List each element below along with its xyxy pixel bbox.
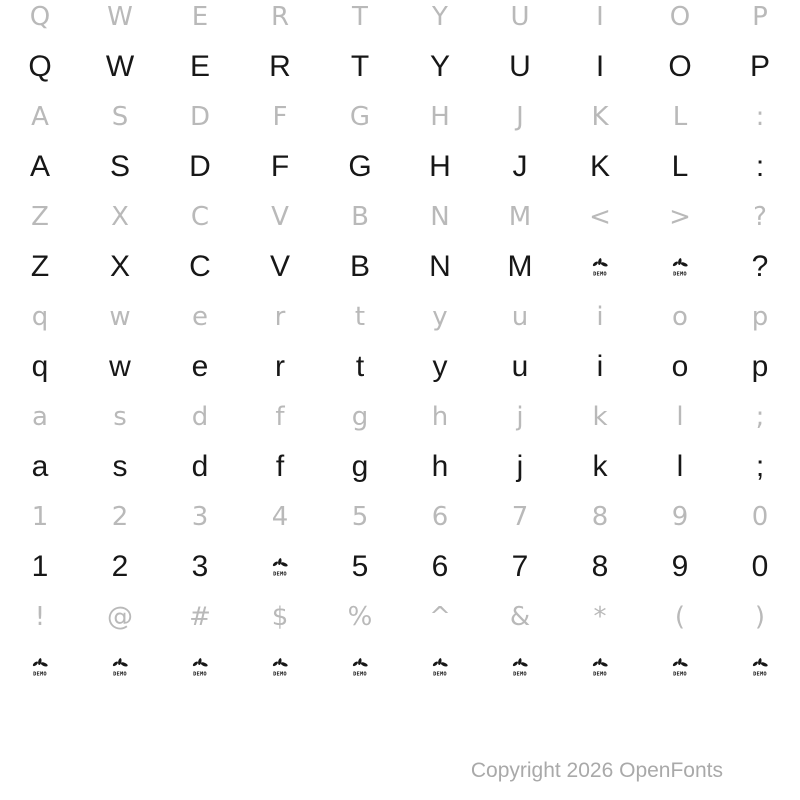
glyph-cell: 0: [751, 550, 769, 583]
glyph-cell: l: [676, 450, 684, 483]
glyph-cell: G: [349, 102, 371, 132]
glyph-cell: h: [431, 402, 449, 432]
glyph-cell: a: [31, 450, 49, 483]
glyph-cell: y: [432, 350, 448, 383]
glyph-row-reference: [0, 192, 800, 242]
glyph-cell: E: [189, 50, 210, 83]
glyph-row-reference: [0, 392, 800, 442]
demo-petals-icon: [749, 657, 771, 677]
demo-label: DEMO: [33, 671, 47, 677]
glyph-cell: !: [34, 602, 46, 632]
demo-placeholder: [749, 657, 771, 677]
glyph-cell: q: [31, 350, 49, 383]
glyph-cell: ^: [429, 602, 451, 632]
glyph-cell: B: [349, 250, 370, 283]
glyph-cell: S: [111, 102, 129, 132]
glyph-cell: 3: [191, 550, 209, 583]
demo-label: DEMO: [753, 671, 767, 677]
glyph-row-specimen: [0, 242, 800, 292]
glyph-cell: 7: [511, 502, 529, 532]
glyph-cell: P: [749, 50, 770, 83]
demo-petals-icon: [109, 657, 131, 677]
demo-petals-icon: [269, 557, 291, 577]
demo-petals-icon: [429, 657, 451, 677]
glyph-cell: e: [192, 302, 208, 332]
glyph-cell: X: [111, 202, 129, 232]
glyph-cell: O: [668, 50, 692, 83]
glyph-cell: i: [596, 302, 604, 332]
glyph-cell: j: [516, 450, 524, 483]
glyph-cell: T: [352, 2, 368, 32]
glyph-cell: K: [591, 102, 609, 132]
glyph-cell: #: [189, 602, 211, 632]
demo-label: DEMO: [673, 671, 687, 677]
glyph-cell: d: [191, 450, 209, 483]
demo-label: DEMO: [273, 671, 287, 677]
glyph-cell: E: [191, 2, 209, 32]
glyph-cell: w: [109, 302, 131, 332]
glyph-cell: N: [429, 250, 451, 283]
glyph-cell: w: [109, 350, 131, 383]
glyph-cell: 8: [591, 502, 609, 532]
glyph-cell: j: [516, 402, 524, 432]
glyph-cell: o: [671, 350, 689, 383]
demo-label: DEMO: [593, 671, 607, 677]
glyph-cell: M: [507, 250, 533, 283]
glyph-cell: 9: [671, 550, 689, 583]
glyph-cell: f: [275, 450, 285, 483]
demo-placeholder: [109, 657, 131, 677]
glyph-row-reference: [0, 492, 800, 542]
glyph-cell: ?: [753, 202, 767, 232]
glyph-cell: ;: [755, 450, 765, 483]
glyph-cell: ): [754, 602, 766, 632]
glyph-cell: s: [113, 402, 127, 432]
glyph-row-specimen: [0, 642, 800, 692]
demo-label: DEMO: [513, 671, 527, 677]
glyph-cell: J: [516, 102, 524, 132]
glyph-cell: 5: [351, 502, 369, 532]
glyph-cell: [189, 657, 211, 677]
glyph-cell: [109, 657, 131, 677]
glyph-cell: e: [191, 350, 209, 383]
glyph-cell: L: [671, 150, 689, 183]
glyph-cell: I: [595, 50, 605, 83]
glyph-cell: U: [510, 2, 530, 32]
glyph-cell: [269, 557, 291, 577]
glyph-cell: S: [109, 150, 130, 183]
glyph-cell: A: [29, 150, 50, 183]
glyph-cell: [429, 657, 451, 677]
demo-placeholder: [269, 557, 291, 577]
glyph-cell: 2: [111, 550, 129, 583]
glyph-cell: W: [107, 2, 133, 32]
glyph-cell: L: [672, 102, 688, 132]
glyph-cell: [269, 657, 291, 677]
glyph-cell: [509, 657, 531, 677]
glyph-cell: 2: [111, 502, 129, 532]
glyph-cell: @: [107, 602, 133, 632]
glyph-cell: h: [431, 450, 449, 483]
glyph-cell: d: [191, 402, 209, 432]
glyph-cell: i: [596, 350, 604, 383]
glyph-cell: 7: [511, 550, 529, 583]
demo-label: DEMO: [113, 671, 127, 677]
demo-placeholder: [29, 657, 51, 677]
demo-petals-icon: [589, 657, 611, 677]
glyph-cell: Q: [29, 2, 51, 32]
glyph-cell: 1: [31, 550, 49, 583]
glyph-cell: A: [31, 102, 49, 132]
glyph-row-specimen: [0, 342, 800, 392]
glyph-cell: [589, 657, 611, 677]
glyph-cell: R: [269, 50, 291, 83]
demo-label: DEMO: [353, 671, 367, 677]
glyph-cell: 6: [431, 502, 449, 532]
glyph-cell: 3: [191, 502, 209, 532]
glyph-cell: :: [755, 102, 765, 132]
demo-label: DEMO: [673, 271, 687, 277]
glyph-cell: D: [189, 150, 211, 183]
glyph-cell: B: [351, 202, 369, 232]
glyph-cell: 8: [591, 550, 609, 583]
glyph-cell: D: [189, 102, 211, 132]
glyph-cell: N: [430, 202, 450, 232]
glyph-cell: ;: [755, 402, 765, 432]
demo-petals-icon: [669, 257, 691, 277]
glyph-cell: Z: [30, 250, 50, 283]
glyph-cell: 4: [271, 502, 289, 532]
glyph-cell: I: [596, 2, 604, 32]
demo-placeholder: [349, 657, 371, 677]
demo-label: DEMO: [273, 571, 287, 577]
glyph-cell: [589, 257, 611, 277]
glyph-cell: p: [751, 302, 769, 332]
glyph-cell: 9: [671, 502, 689, 532]
demo-petals-icon: [269, 657, 291, 677]
glyph-cell: W: [105, 50, 135, 83]
demo-label: DEMO: [593, 271, 607, 277]
glyph-row-specimen: [0, 542, 800, 592]
glyph-cell: g: [351, 450, 369, 483]
glyph-cell: l: [676, 402, 684, 432]
glyph-row-specimen: [0, 142, 800, 192]
glyph-cell: f: [275, 402, 285, 432]
glyph-cell: P: [752, 2, 768, 32]
demo-placeholder: [189, 657, 211, 677]
glyph-cell: Z: [31, 202, 49, 232]
glyph-cell: V: [271, 202, 289, 232]
glyph-cell: a: [32, 402, 48, 432]
glyph-cell: Y: [429, 50, 450, 83]
glyph-cell: t: [355, 350, 365, 383]
glyph-cell: [669, 257, 691, 277]
glyph-row-reference: [0, 592, 800, 642]
glyph-cell: K: [589, 150, 610, 183]
glyph-cell: >: [669, 202, 691, 232]
glyph-cell: V: [269, 250, 290, 283]
demo-petals-icon: [509, 657, 531, 677]
glyph-cell: k: [592, 402, 608, 432]
demo-petals-icon: [589, 257, 611, 277]
glyph-cell: M: [508, 202, 532, 232]
glyph-cell: R: [270, 2, 290, 32]
glyph-cell: r: [274, 302, 286, 332]
glyph-cell: F: [270, 150, 290, 183]
glyph-cell: u: [511, 302, 529, 332]
glyph-cell: H: [430, 102, 450, 132]
glyph-cell: O: [669, 2, 691, 32]
glyph-cell: X: [109, 250, 130, 283]
glyph-cell: t: [354, 302, 366, 332]
glyph-row-reference: [0, 92, 800, 142]
glyph-cell: %: [347, 602, 373, 632]
glyph-cell: g: [351, 402, 369, 432]
glyph-cell: U: [509, 50, 531, 83]
glyph-cell: ?: [751, 250, 769, 283]
demo-placeholder: [669, 257, 691, 277]
glyph-row-reference: [0, 292, 800, 342]
demo-placeholder: [669, 657, 691, 677]
demo-placeholder: [269, 657, 291, 677]
demo-label: DEMO: [193, 671, 207, 677]
glyph-cell: p: [751, 350, 769, 383]
glyph-cell: T: [350, 50, 370, 83]
glyph-cell: (: [674, 602, 686, 632]
glyph-row-reference: [0, 0, 800, 42]
glyph-cell: q: [31, 302, 49, 332]
glyph-cell: :: [755, 150, 765, 183]
glyph-cell: o: [672, 302, 688, 332]
glyph-cell: J: [512, 150, 528, 183]
glyph-row-specimen: [0, 442, 800, 492]
glyph-cell: Y: [432, 2, 448, 32]
demo-petals-icon: [29, 657, 51, 677]
demo-placeholder: [589, 657, 611, 677]
glyph-cell: $: [271, 602, 289, 632]
glyph-cell: C: [190, 202, 210, 232]
glyph-cell: <: [589, 202, 611, 232]
demo-placeholder: [429, 657, 451, 677]
glyph-cell: 6: [431, 550, 449, 583]
glyph-cell: [349, 657, 371, 677]
demo-placeholder: [589, 257, 611, 277]
glyph-cell: u: [511, 350, 529, 383]
glyph-cell: H: [429, 150, 451, 183]
glyph-cell: F: [272, 102, 288, 132]
glyph-row-specimen: [0, 42, 800, 92]
glyph-cell: [29, 657, 51, 677]
glyph-cell: &: [509, 602, 531, 632]
glyph-cell: Q: [28, 50, 52, 83]
glyph-cell: G: [348, 150, 372, 183]
glyph-cell: r: [275, 350, 285, 383]
glyph-cell: k: [592, 450, 608, 483]
glyph-cell: 1: [31, 502, 49, 532]
demo-petals-icon: [349, 657, 371, 677]
glyph-cell: 5: [351, 550, 369, 583]
glyph-cell: *: [593, 602, 607, 632]
glyph-cell: [749, 657, 771, 677]
demo-petals-icon: [669, 657, 691, 677]
glyph-cell: s: [112, 450, 128, 483]
demo-placeholder: [509, 657, 531, 677]
glyph-cell: C: [189, 250, 211, 283]
glyph-cell: 0: [751, 502, 769, 532]
copyright-text: Copyright 2026 OpenFonts: [470, 759, 723, 782]
demo-petals-icon: [189, 657, 211, 677]
glyph-cell: [669, 657, 691, 677]
demo-label: DEMO: [433, 671, 447, 677]
glyph-cell: y: [432, 302, 448, 332]
